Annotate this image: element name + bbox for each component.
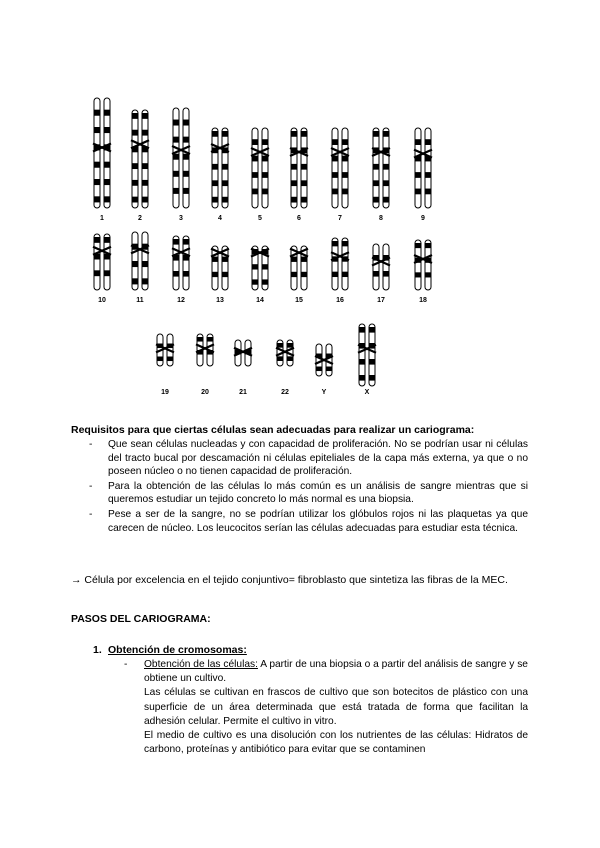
chromosome-band <box>369 359 375 365</box>
chromosome-label: 14 <box>256 297 264 304</box>
chromosome-21 <box>234 340 252 366</box>
chromosome-label: 3 <box>179 215 183 222</box>
chromosome-band <box>332 272 338 277</box>
chromosome-label: 9 <box>421 215 425 222</box>
chromosome-label: 2 <box>138 215 142 222</box>
chromosome-band <box>183 271 189 277</box>
chromosome-3 <box>172 108 190 208</box>
chromosome-band <box>252 264 258 269</box>
chromosome-11 <box>131 232 149 290</box>
chromosome-band <box>183 239 189 245</box>
chromosome-band <box>222 257 228 262</box>
chromosome-band <box>262 139 268 145</box>
chromatid <box>326 344 332 376</box>
list-item: - Que sean células nucleadas y con capacidad de proliferación. No se podrían usar ni células del tracto bucal por descamación ni células epiteliales de la capa más externa, ya que o no poseen núcleo o no tienen capacidad de proliferación. <box>88 438 528 479</box>
chromosome-band <box>142 261 148 267</box>
chromosome-8 <box>372 128 390 208</box>
chromatid <box>222 246 228 290</box>
chromosome-band <box>383 180 389 186</box>
chromosome-label: Y <box>321 389 327 396</box>
chromosome-band <box>291 257 297 262</box>
chromosome-12 <box>172 236 190 290</box>
chromosome-6 <box>290 128 308 208</box>
chromosome-band <box>332 139 338 145</box>
chromosome-band <box>262 156 268 162</box>
chromosome-band <box>207 337 213 342</box>
chromosome-band <box>359 359 365 365</box>
obtencion-paragraph <box>144 658 528 686</box>
chromosome-band <box>316 367 322 372</box>
chromosome-band <box>277 356 283 361</box>
chromatid <box>212 246 218 290</box>
chromosome-band <box>157 357 163 362</box>
chromosome-band <box>425 243 431 248</box>
chromosome-band <box>373 197 379 203</box>
chromosome-band <box>359 375 365 381</box>
chromosome-label: 11 <box>136 297 144 304</box>
chromosome-9 <box>414 128 432 208</box>
chromosome-band <box>342 241 348 246</box>
step-1-content <box>124 658 528 757</box>
chromosome-band <box>277 343 283 348</box>
chromosome-band <box>291 131 297 137</box>
chromosome-band <box>104 179 110 185</box>
karyotype-figure <box>80 90 450 410</box>
chromosome-band <box>373 180 379 186</box>
chromosome-band <box>212 272 218 277</box>
chromosome-band <box>94 237 100 243</box>
chromosome-label: 1 <box>100 215 104 222</box>
chromosome-band <box>342 172 348 178</box>
chromosome-band <box>104 110 110 116</box>
chromosome-band <box>183 171 189 177</box>
chromosome-band <box>183 154 189 160</box>
chromosome-17 <box>372 244 390 290</box>
chromosome-band <box>301 197 307 203</box>
chromosome-band <box>262 264 268 269</box>
chromosome-label: X <box>364 389 370 396</box>
chromosome-19 <box>156 334 174 366</box>
chromosome-band <box>359 327 365 333</box>
chromosome-band <box>373 131 379 137</box>
chromosome-band <box>415 189 421 195</box>
chromosome-band <box>252 156 258 162</box>
chromosome-band <box>425 139 431 145</box>
chromosome-label: 19 <box>161 389 169 396</box>
chromosome-label: 20 <box>201 389 209 396</box>
chromosome-band <box>342 156 348 162</box>
chromosome-band <box>332 189 338 195</box>
chromatid <box>301 246 307 290</box>
requisitos-heading: Requisitos para que ciertas células sean adecuadas para realizar un cariograma: <box>71 424 475 436</box>
medio-paragraph: El medio de cultivo es una disolución con los nutrientes de las células: Hidratos de carbono, proteínas y antibiótico para evitar que se contaminen <box>144 730 528 756</box>
chromosome-band <box>383 271 389 277</box>
chromosome-band <box>369 327 375 333</box>
chromosome-label: 7 <box>338 215 342 222</box>
chromosome-band <box>301 272 307 277</box>
chromosome-band <box>332 156 338 162</box>
fibroblast-note: → Célula por excelencia en el tejido conjuntivo= fibroblasto que sintetiza las fibras de la MEC. <box>71 574 508 586</box>
chromosome-band <box>132 113 138 119</box>
chromosome-band <box>383 197 389 203</box>
chromosome-band <box>173 188 179 194</box>
chromosome-band <box>222 164 228 170</box>
subsection-text: A partir de una biopsia o a partir del análisis de sangre y se obtiene un cultivo. <box>144 659 528 685</box>
chromosome-band <box>142 278 148 284</box>
chromosome-band <box>252 139 258 145</box>
chromosome-band <box>183 137 189 143</box>
chromosome-1 <box>93 98 111 208</box>
chromosome-band <box>94 270 100 276</box>
chromosome-band <box>252 189 258 195</box>
chromosome-20 <box>196 334 214 366</box>
chromosome-band <box>173 271 179 277</box>
dash-bullet: - <box>124 659 128 670</box>
chromatid <box>383 244 389 290</box>
chromosome-set <box>93 98 432 386</box>
chromosome-band <box>332 241 338 246</box>
chromosome-band <box>262 172 268 178</box>
chromosome-band <box>425 189 431 195</box>
requisitos-list <box>88 438 528 536</box>
chromosome-band <box>287 356 293 361</box>
chromosome-band <box>173 171 179 177</box>
chromosome-18 <box>414 240 432 290</box>
chromosome-band <box>173 137 179 143</box>
chromosome-band <box>425 172 431 178</box>
chromosome-band <box>212 197 218 203</box>
chromosome-band <box>252 279 258 284</box>
chromosome-band <box>132 163 138 169</box>
chromosome-band <box>167 357 173 362</box>
chromosome-band <box>132 197 138 203</box>
chromosome-band <box>291 180 297 186</box>
chromosome-label: 18 <box>419 297 427 304</box>
chromosome-10 <box>93 234 111 290</box>
chromosome-band <box>142 180 148 186</box>
chromosome-band <box>104 162 110 168</box>
chromosome-band <box>369 375 375 381</box>
chromosome-2 <box>131 110 149 208</box>
chromosome-label: 21 <box>239 389 247 396</box>
chromosome-band <box>94 179 100 185</box>
chromosome-band <box>197 337 203 342</box>
chromosome-band <box>383 164 389 170</box>
chromosome-band <box>183 120 189 126</box>
chromosome-band <box>104 127 110 133</box>
chromosome-band <box>132 261 138 267</box>
chromosome-band <box>94 127 100 133</box>
chromosome-label: 10 <box>98 297 106 304</box>
chromosome-22 <box>276 340 294 366</box>
chromosome-band <box>104 270 110 276</box>
chromosome-band <box>132 180 138 186</box>
chromosome-band <box>291 197 297 203</box>
chromosome-band <box>142 163 148 169</box>
chromosome-band <box>94 162 100 168</box>
chromosome-band <box>142 197 148 203</box>
chromosome-band <box>132 278 138 284</box>
chromosome-16 <box>331 238 349 290</box>
chromosome-14 <box>251 246 269 290</box>
chromosome-label: 15 <box>295 297 303 304</box>
chromosome-band <box>212 131 218 137</box>
chromosome-4 <box>211 128 229 208</box>
chromosome-band <box>342 139 348 145</box>
chromosome-band <box>252 172 258 178</box>
chromosome-13 <box>211 246 229 290</box>
step-1-heading <box>93 644 247 656</box>
pasos-heading: PASOS DEL CARIOGRAMA: <box>71 613 211 625</box>
chromatid <box>291 246 297 290</box>
chromosome-band <box>301 180 307 186</box>
chromosome-band <box>173 239 179 245</box>
chromosome-band <box>383 131 389 137</box>
subsection-title: Obtención de las células: <box>144 659 258 670</box>
chromosome-band <box>212 257 218 262</box>
chromosome-band <box>132 130 138 136</box>
chromosome-band <box>222 131 228 137</box>
chromosome-band <box>301 131 307 137</box>
chromosome-band <box>262 279 268 284</box>
chromosome-band <box>94 110 100 116</box>
chromosome-label: 16 <box>336 297 344 304</box>
chromosome-band <box>183 188 189 194</box>
chromosome-label: 6 <box>297 215 301 222</box>
chromosome-band <box>94 196 100 202</box>
chromosome-band <box>415 272 421 277</box>
chromosome-band <box>373 164 379 170</box>
cultivo-paragraph: Las células se cultivan en frascos de cultivo que son botecitos de plástico con una superficie de un área determinada que está tratada de forma que facilitan la adhesión celular. Permite el cultivo in vitro. <box>144 687 528 727</box>
chromosome-5 <box>251 128 269 208</box>
chromosome-label: 5 <box>258 215 262 222</box>
chromosome-band <box>291 272 297 277</box>
chromosome-band <box>104 237 110 243</box>
chromatid <box>316 344 322 376</box>
chromatid <box>132 110 138 208</box>
chromosome-7 <box>331 128 349 208</box>
chromosome-band <box>222 197 228 203</box>
chromosome-band <box>415 139 421 145</box>
chromosome-label: 12 <box>177 297 185 304</box>
chromosome-label: 13 <box>216 297 224 304</box>
chromosome-band <box>332 172 338 178</box>
chromosome-band <box>104 196 110 202</box>
list-item: - Pese a ser de la sangre, no se podrían utilizar los glóbulos rojos ni las plaquetas ya que carecen de núcleo. Los leucocitos serían las células adecuadas para estudiar esta técnica. <box>88 508 528 535</box>
chromosome-band <box>373 271 379 277</box>
chromosome-band <box>287 343 293 348</box>
chromosome-band <box>425 272 431 277</box>
chromosome-label: 22 <box>281 389 289 396</box>
chromosome-band <box>173 120 179 126</box>
chromosome-Y <box>315 344 333 376</box>
chromosome-band <box>326 367 332 372</box>
chromosome-band <box>212 164 218 170</box>
chromosome-band <box>212 180 218 186</box>
chromosome-band <box>301 164 307 170</box>
step-number: 1. <box>93 644 102 656</box>
chromosome-label: 4 <box>218 215 222 222</box>
chromosome-band <box>222 272 228 277</box>
step-title: Obtención de cromosomas: <box>108 644 247 656</box>
chromosome-band <box>301 257 307 262</box>
chromosome-band <box>415 172 421 178</box>
chromosome-band <box>342 272 348 277</box>
chromosome-band <box>262 189 268 195</box>
chromosome-band <box>142 130 148 136</box>
list-item: - Para la obtención de las células lo más común es un análisis de sangre mientras que si queremos estudiar un tejido concreto lo más normal es una biopsia. <box>88 480 528 507</box>
chromosome-band <box>342 189 348 195</box>
chromosome-band <box>222 180 228 186</box>
chromosome-label: 17 <box>377 297 385 304</box>
chromosome-15 <box>290 246 308 290</box>
chromosome-band <box>415 243 421 248</box>
chromosome-band <box>173 154 179 160</box>
chromatid <box>373 244 379 290</box>
chromosome-X <box>358 324 376 386</box>
chromosome-band <box>142 113 148 119</box>
chromosome-band <box>291 164 297 170</box>
chromatid <box>142 110 148 208</box>
chromosome-label: 8 <box>379 215 383 222</box>
